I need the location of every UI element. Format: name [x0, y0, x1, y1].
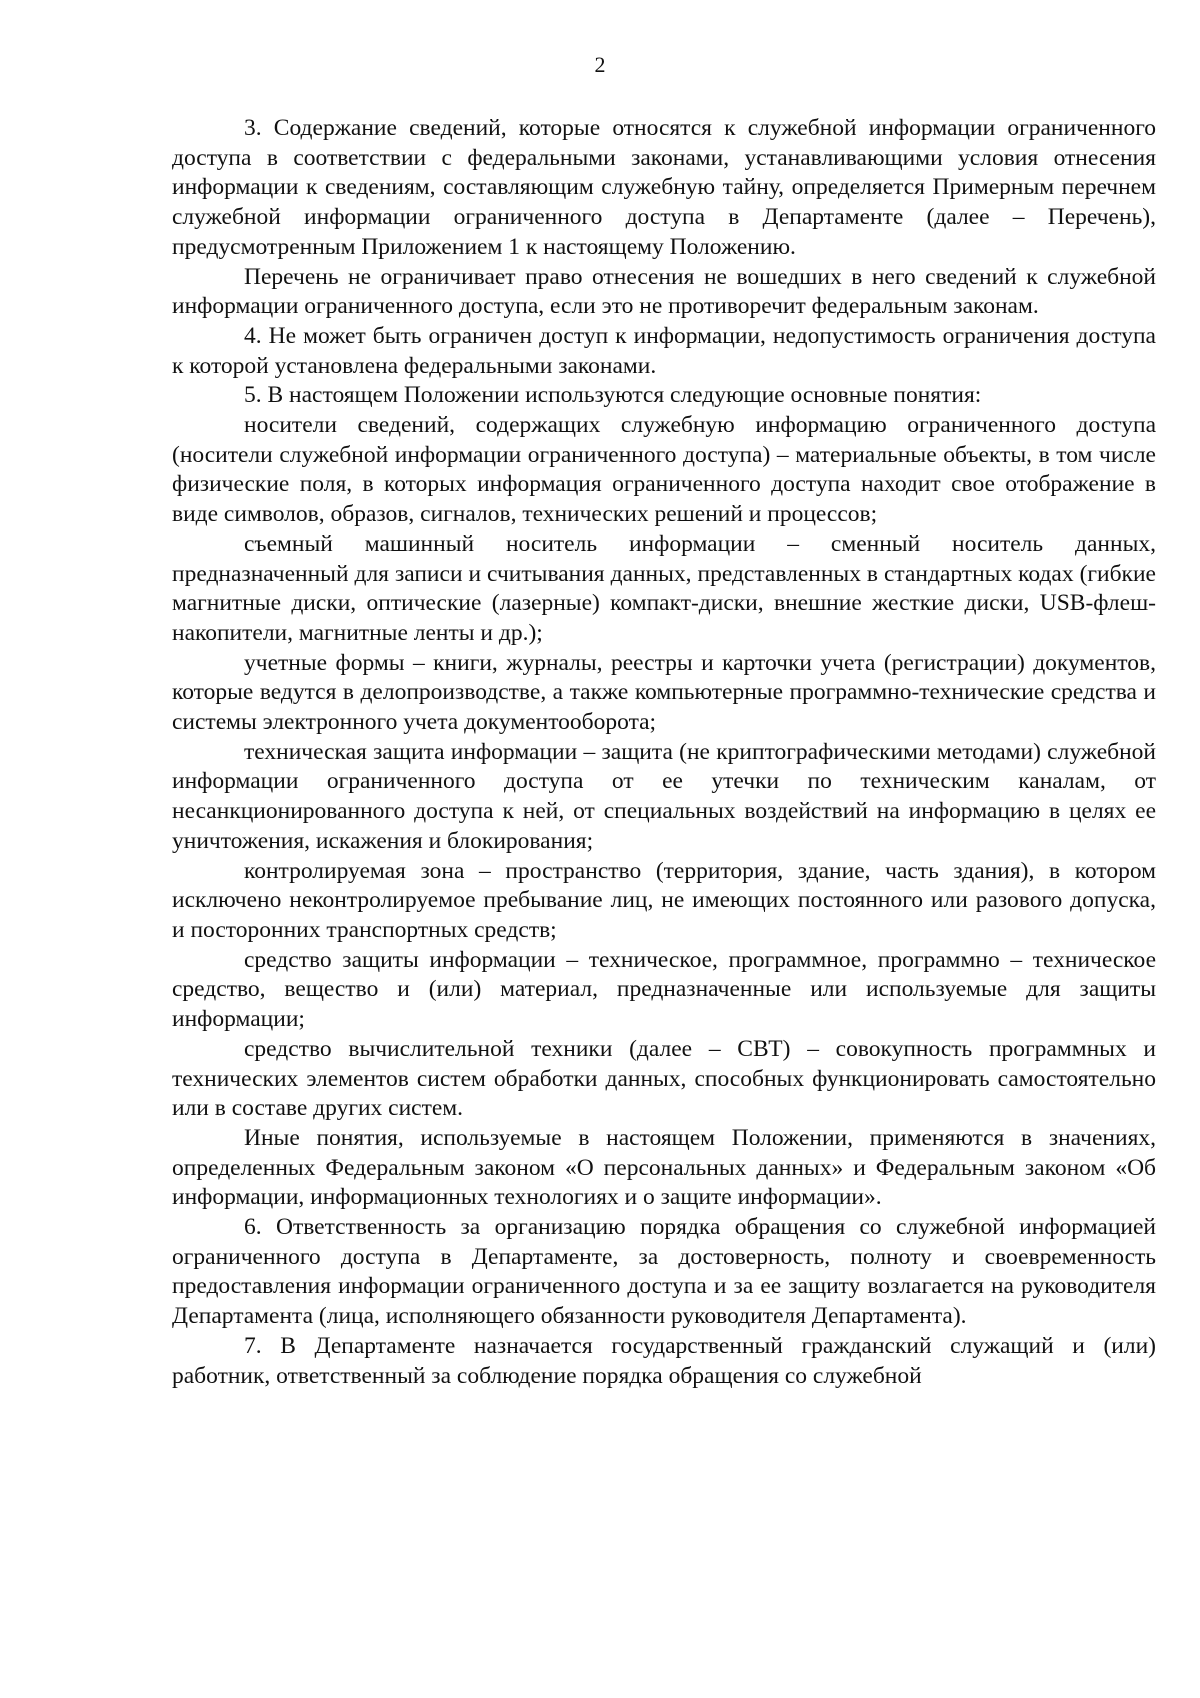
definition-media: носители сведений, содержащих служебную информацию ограниченного доступа (носители служебной информации ограниченного доступа) – материальные объекты, в том числе физические поля, в которых информация ограниченного доступа находит свое отображение в виде символов, образов, сигналов, технических решений и процессов;: [172, 412, 1156, 528]
paragraph-3: 3. Содержание сведений, которые относятся к служебной информации ограниченного доступа в соответствии с федеральными законами, устанавливающими условия отнесения информации к сведениям, составляющим служебную тайну, определяется Примерным перечнем служебной информации ограниченного доступа в Департаменте (далее – Перечень), предусмотренным Приложением 1 к настоящему Положению.: [172, 115, 1156, 260]
definition-technical-protection: техническая защита информации – защита (не криптографическими методами) служебной информации ограниченного доступа от ее утечки по техническим каналам, от несанкционированного доступа к ней, от специальных воздействий на информацию в целях ее уничтожения, искажения и блокирования;: [172, 738, 1156, 854]
definition-protection-tool: средство защиты информации – техническое, программное, программно – техническое средство, вещество и (или) материал, предназначенные или используемые для защиты информации;: [172, 946, 1156, 1033]
paragraph-other-terms: Иные понятия, используемые в настоящем Положении, применяются в значениях, определенных Федеральным законом «О персональных данных» и Федеральным законом «Об информации, информационных технологиях и о защите информации».: [172, 1124, 1156, 1211]
paragraph-6: 6. Ответственность за организацию порядка обращения со служебной информацией ограниченного доступа в Департаменте, за достоверность, полноту и своевременность предоставления информации ограниченного доступа и за ее защиту возлагается на руководителя Департамента (лица, исполняющего обязанности руководителя Департамента).: [172, 1214, 1156, 1330]
paragraph-5: 5. В настоящем Положении используются следующие основные понятия:: [244, 382, 982, 409]
paragraph-list-scope: Перечень не ограничивает право отнесения не вошедших в него сведений к служебной информации ограниченного доступа, если это не противоречит федеральным законам.: [172, 263, 1156, 320]
paragraph-4: 4. Не может быть ограничен доступ к информации, недопустимость ограничения доступа к которой установлена федеральными законами.: [172, 322, 1156, 379]
document-body: [172, 114, 1156, 1391]
definition-accounting-forms: учетные формы – книги, журналы, реестры и карточки учета (регистрации) документов, которые ведутся в делопроизводстве, а также компьютерные программно-технические средства и системы электронного учета документооборота;: [172, 649, 1156, 736]
page-number: 2: [594, 52, 606, 77]
definition-controlled-zone: контролируемая зона – пространство (территория, здание, часть здания), в котором исключено неконтролируемое пребывание лиц, не имеющих постоянного или разового допуска, и посторонних транспортных средств;: [172, 857, 1156, 943]
definition-computing-equipment: средство вычислительной техники (далее – СВТ) – совокупность программных и технических элементов систем обработки данных, способных функционировать самостоятельно или в составе других систем.: [172, 1035, 1156, 1122]
paragraph-7: 7. В Департаменте назначается государственный гражданский служащий и (или) работник, ответственный за соблюдение порядка обращения со служебной: [172, 1332, 1156, 1389]
definition-removable-media: съемный машинный носитель информации – сменный носитель данных, предназначенный для записи и считывания данных, представленных в стандартных кодах (гибкие магнитные диски, оптические (лазерные) компакт-диски, внешние жесткие диски, USB-флеш-накопители, магнитные ленты и др.);: [172, 530, 1156, 646]
